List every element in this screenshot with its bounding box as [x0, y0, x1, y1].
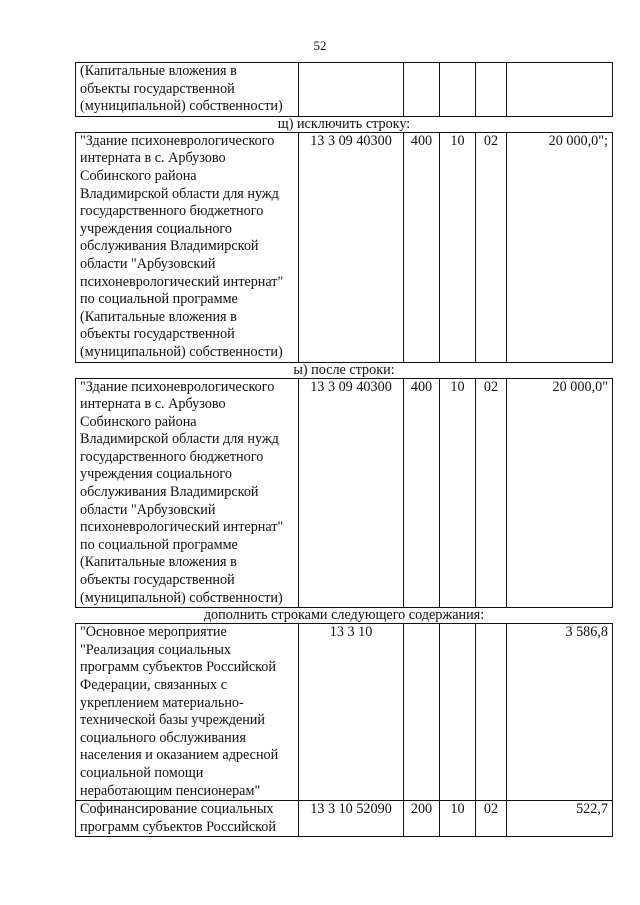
target-article-code: 13 3 10 52090 — [299, 801, 404, 837]
instruction-text: дополнить строками следующего содержания: — [203, 607, 485, 624]
amount — [507, 63, 613, 117]
instruction-row — [76, 608, 613, 624]
item-name: "Здание психоневрологического интерната в с. Арбузово Собинского района Владимирской области для нужд государственного бюджетного учреждения социального обслуживания Владимирской области "Арбузовский психоневрологический интернат" по социальной программе (Капитальные вложения в объекты государственной (муниципальной) собственности) — [80, 378, 284, 606]
expense-type-code: 400 — [404, 132, 440, 362]
item-name: "Здание психоневрологического интерната в с. Арбузово Собинского района Владимирской области для нужд государственного бюджетного учреждения социального обслуживания Владимирской области "Арбузовский психоневрологический интернат" по социальной программе (Капитальные вложения в объекты государственной (муниципальной) собственности) — [80, 132, 284, 360]
table-row — [76, 63, 613, 117]
table-row — [76, 624, 613, 801]
target-article-code — [299, 63, 404, 117]
item-name-cell — [76, 624, 299, 801]
subsection-code: 02 — [476, 801, 507, 837]
instruction-row — [76, 116, 613, 132]
amount: 20 000,0" — [507, 378, 613, 608]
item-name: "Основное мероприятие "Реализация социальных программ субъектов Российской Федерации, связанных с укреплением материально- технической базы учреждений социального обслуживания населения и оказанием адресной социальной помощи неработающим пенсионерам" — [80, 624, 279, 799]
subsection-code: 02 — [476, 378, 507, 608]
expense-type-code: 200 — [404, 801, 440, 837]
budget-table — [75, 62, 613, 837]
amount: 3 586,8 — [507, 624, 613, 801]
section-code: 10 — [440, 132, 476, 362]
item-name-cell — [76, 378, 299, 608]
item-name: Софинансирование социальных программ субъектов Российской — [80, 801, 276, 835]
item-name-cell — [76, 132, 299, 362]
subsection-code — [476, 63, 507, 117]
section-code: 10 — [440, 801, 476, 837]
amount: 20 000,0"; — [507, 132, 613, 362]
expense-type-code: 400 — [404, 378, 440, 608]
expense-type-code — [404, 63, 440, 117]
item-name: (Капитальные вложения в объекты государственной (муниципальной) собственности) — [80, 63, 283, 115]
instruction-text: щ) исключить строку: — [277, 115, 411, 132]
target-article-code: 13 3 09 40300 — [299, 132, 404, 362]
item-name-cell — [76, 801, 299, 837]
subsection-code: 02 — [476, 132, 507, 362]
target-article-code: 13 3 09 40300 — [299, 378, 404, 608]
section-code: 10 — [440, 378, 476, 608]
section-code — [440, 624, 476, 801]
amount: 522,7 — [507, 801, 613, 837]
table-row — [76, 378, 613, 608]
subsection-code — [476, 624, 507, 801]
target-article-code: 13 3 10 — [299, 624, 404, 801]
table-row — [76, 801, 613, 837]
item-name-cell — [76, 63, 299, 117]
page-number: 52 — [313, 38, 327, 53]
instruction-row — [76, 362, 613, 378]
section-code — [440, 63, 476, 117]
table-row — [76, 132, 613, 362]
expense-type-code — [404, 624, 440, 801]
instruction-text: ы) после строки: — [293, 361, 395, 378]
